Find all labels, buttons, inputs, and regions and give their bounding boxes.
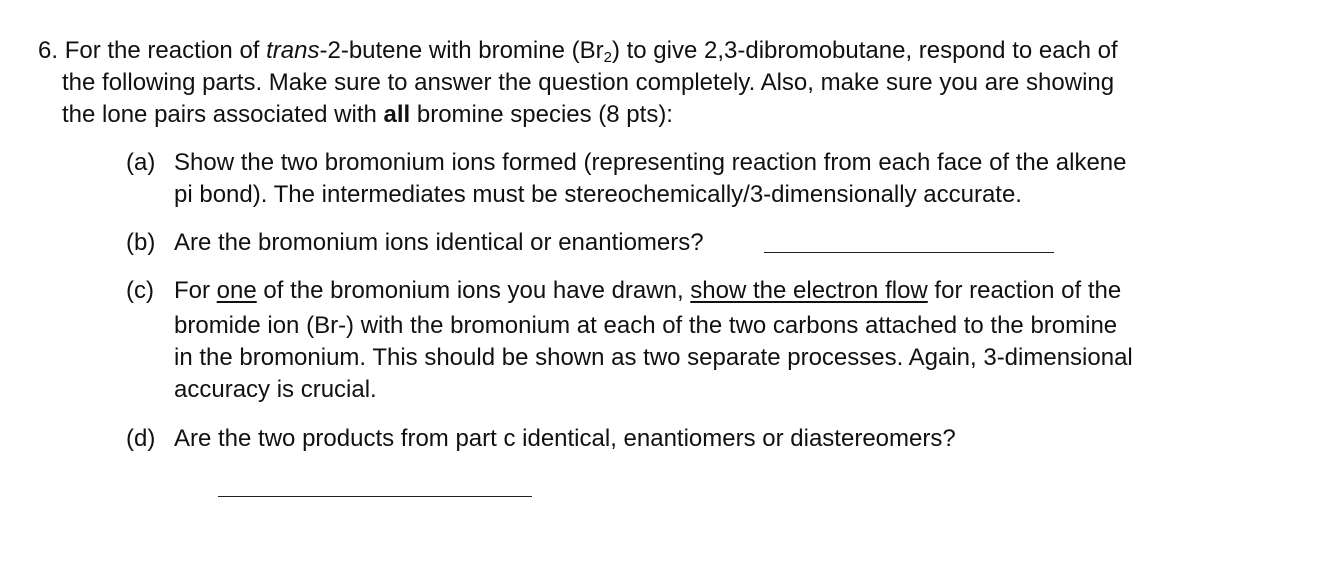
part-c-line-4: accuracy is crucial. xyxy=(174,376,377,403)
electron-flow-underlined: show the electron flow xyxy=(690,277,928,304)
part-c-text: of the bromonium ions you have drawn, xyxy=(256,277,691,304)
question-number: 6. xyxy=(38,37,59,64)
subscript-2: 2 xyxy=(603,49,612,66)
part-c-line-3: in the bromonium. This should be shown as two separate processes. Again, 3-dimensional xyxy=(174,344,1133,371)
question-intro-line-2: the following parts. Make sure to answer the question completely. Also, make sure you are showing xyxy=(62,69,1115,96)
question-intro-line-3 xyxy=(62,100,673,130)
part-d-answer-blank[interactable] xyxy=(218,496,532,497)
question-intro-line-1 xyxy=(38,36,1118,66)
part-d-text: Are the two products from part c identical, enantiomers or diastereomers? xyxy=(174,425,956,452)
part-b-answer-blank[interactable] xyxy=(764,252,1054,253)
question-intro-text: ) to give 2,3-dibromobutane, respond to each of xyxy=(611,37,1118,64)
part-a-line-2: pi bond). The intermediates must be stereochemically/3-dimensionally accurate. xyxy=(174,181,1022,208)
question-intro-text: -2-butene with bromine (Br xyxy=(319,37,604,64)
part-b-label: (b) xyxy=(126,229,156,256)
part-c-label: (c) xyxy=(126,277,154,304)
part-c-line-1 xyxy=(174,276,1121,306)
question-intro-text: bromine species (8 pts): xyxy=(410,101,673,128)
part-d-label: (d) xyxy=(126,425,156,452)
trans-italic: trans xyxy=(266,37,320,64)
part-a-line-1: Show the two bromonium ions formed (representing reaction from each face of the alkene xyxy=(174,149,1127,176)
part-c-line-2: bromide ion (Br-) with the bromonium at each of the two carbons attached to the bromine xyxy=(174,312,1118,339)
question-intro-text: the lone pairs associated with xyxy=(62,101,384,128)
one-underlined: one xyxy=(216,277,257,304)
part-c-text: For xyxy=(174,277,217,304)
part-c-text: for reaction of the xyxy=(927,277,1122,304)
all-bold: all xyxy=(383,101,411,128)
part-b-text: Are the bromonium ions identical or enantiomers? xyxy=(174,229,704,256)
part-a-label: (a) xyxy=(126,149,156,176)
question-intro-text: For the reaction of xyxy=(64,37,267,64)
